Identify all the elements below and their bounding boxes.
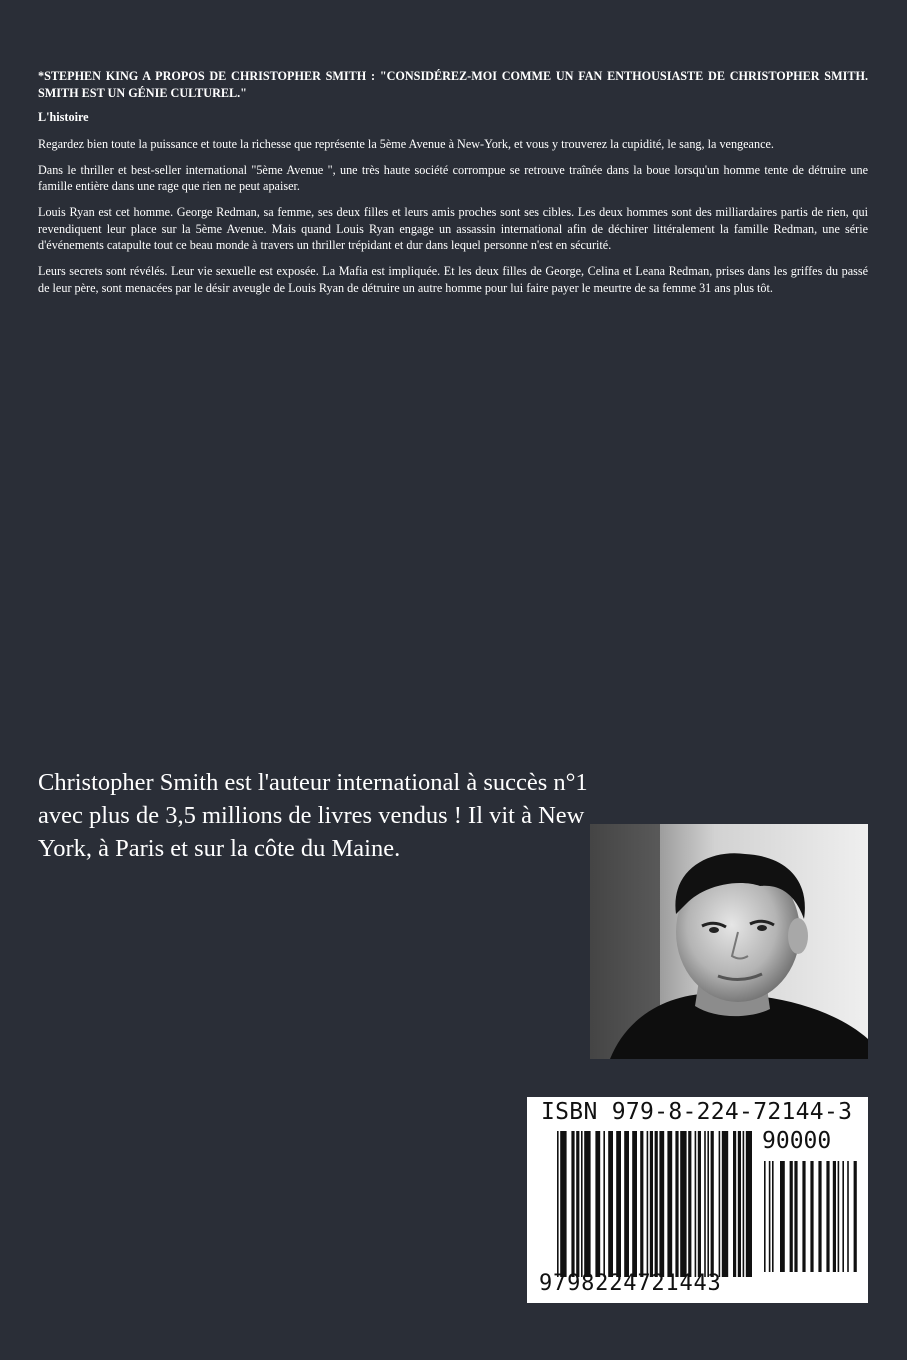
author-bio: Christopher Smith est l'auteur international à succès n°1 avec plus de 3,5 millions de livres vendus ! Il vit à New York, à Paris et sur la côte du Maine.	[38, 769, 588, 862]
endorsement-quote: *STEPHEN KING A PROPOS DE CHRISTOPHER SMITH : "CONSIDÉREZ-MOI COMME UN FAN ENTHOUSIASTE DE CHRISTOPHER SMITH. SMITH EST UN GÉNIE CULTUREL."	[38, 69, 868, 100]
section-heading: L'histoire	[38, 110, 89, 124]
barcode-digits: 9798224721443	[539, 1271, 722, 1296]
blurb-paragraph: Louis Ryan est cet homme. George Redman, sa femme, ses deux filles et leurs amis proches sont ses cibles. Les deux hommes sont des milliardaires partis de rien, qui revendiquent leur place sur la 5ème Avenue. Mais quand Louis Ryan engage un assassin international afin de déchirer littéralement la famille Redman, une série d'événements catapulte tout ce beau monde à travers un thriller trépidant et dur dans lequel personne n'est en sécurité.	[38, 205, 868, 252]
blurb-paragraph: Dans le thriller et best-seller international "5ème Avenue ", une très haute société corrompue se retrouve traînée dans la boue lorsqu'un homme tente de détruire une famille entière dans une rage que rien ne peut apaiser.	[38, 162, 868, 193]
isbn-label: ISBN 979-8-224-72144-3	[541, 1099, 853, 1125]
author-photo	[590, 824, 868, 1059]
back-cover-blurb	[38, 68, 868, 306]
blurb-paragraph: Regardez bien toute la puissance et toute la richesse que représente la 5ème Avenue à New-York, et vous y trouverez la cupidité, le sang, la vengeance.	[38, 136, 774, 151]
isbn-barcode	[527, 1097, 868, 1303]
blurb-paragraph: Leurs secrets sont révélés. Leur vie sexuelle est exposée. La Mafia est impliquée. Et les deux filles de George, Celina et Leana Redman, prises dans les griffes du passé de leur père, sont menacées par le désir aveugle de Louis Ryan de détruire un autre homme pour lui faire payer le meurtre de sa femme 31 ans plus tôt.	[38, 264, 868, 295]
price-addon-code: 90000	[762, 1128, 832, 1154]
